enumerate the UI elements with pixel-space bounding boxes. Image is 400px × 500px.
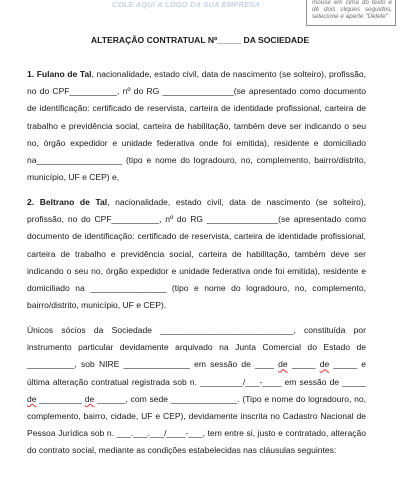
clause-text: _____ bbox=[287, 359, 320, 370]
delete-instruction-box bbox=[306, 0, 396, 26]
logo-placeholder-note: COLE AQUI A LOGO DA SUA EMPRESA bbox=[112, 0, 261, 9]
spellcheck-word: de bbox=[27, 393, 37, 404]
partner-2-paragraph bbox=[27, 194, 366, 314]
spellcheck-word: de bbox=[84, 393, 95, 404]
clause-text: ______, com sede ______________. (Tipo e nome do logradouro, no, complemento, bairro, cidade, UF e CEP), devidamente inscrita no Cadastro Nacional de Pessoa Jurídica sob n. ___.___.___/____-___, tem entre si, justo e contratado, alteração do contrato social, mediante as condições estabelecidas nas cláusulas seguintes: bbox=[27, 393, 366, 456]
document-title: ALTERAÇÃO CONTRATUAL Nº_____ DA SOCIEDADE bbox=[90, 35, 310, 45]
partner-2-name: 2. Beltrano de Tal bbox=[27, 197, 108, 207]
spellcheck-word: de bbox=[319, 359, 330, 370]
clause-text: Únicos sócios da Sociedade ____________________________, constituída por instrumento particular devidamente arquivado na Junta Comercial do Estado de __________, sob NIRE ______________ em sessão de ____ bbox=[27, 325, 366, 370]
partner-1-details: , nacionalidade, estado civil, data de nascimento (se solteiro), profissão, no do CPF__________, nº do RG _______________(se apresentado como documento de identificação: certificado de reservista, carteira de identidade profissional, carteira de trabalho e previdência social, carteira de habilitação, também deve ser indicando o seu no, órgão expedidor e unidade federativa onde foi emitida), residente e domiciliado na__________________ (tipo e nome do logradouro, no, complemento, bairro/distrito, município, UF e CEP) e, bbox=[27, 69, 367, 183]
partners-clause-paragraph bbox=[27, 322, 366, 460]
clause-text: _____ e última alteração contratual registrada sob n. _________/___-____ em sessão de _____ bbox=[27, 359, 366, 387]
partner-1-paragraph bbox=[27, 66, 366, 186]
delete-instruction-text: mouse em cima do texto e dê dois cliques seguidos, selecione e aperte "Delete" bbox=[312, 0, 392, 20]
spellcheck-word: de bbox=[278, 359, 288, 370]
partner-2-details: , nacionalidade, estado civil, data de nascimento (se solteiro), profissão, no do CPF__________, nº do RG _______________(se apresentado como documento de identificação: certificado de reservista, carteira de identidade profissional, carteira de trabalho e previdência social, carteira de habilitação, também deve ser indicando o seu no, órgão expedidor e unidade federativa onde foi emitida), residente e domiciliado na ________________ (tipo e nome do logradouro, no, complemento, bairro/distrito, município, UF e CEP). bbox=[27, 197, 366, 311]
partner-1-name: 1. Fulano de Tal bbox=[27, 69, 92, 79]
clause-text: _________ bbox=[36, 393, 85, 404]
